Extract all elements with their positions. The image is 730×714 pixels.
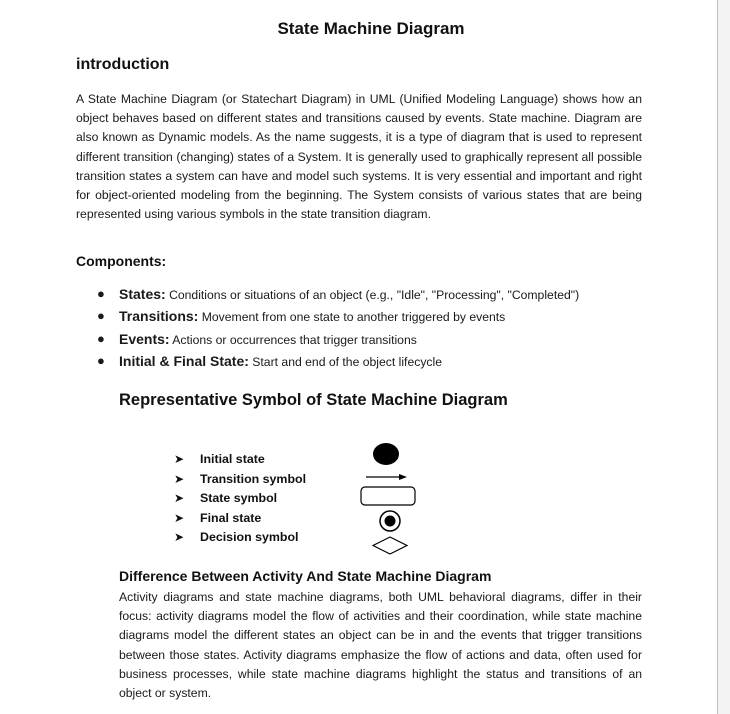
components-list bbox=[94, 284, 579, 373]
symbols-heading: Representative Symbol of State Machine Diagram bbox=[119, 391, 508, 409]
introduction-heading: introduction bbox=[76, 56, 170, 73]
state-symbol-icon bbox=[361, 487, 415, 505]
list-item bbox=[174, 471, 306, 491]
symbols-list bbox=[174, 451, 306, 549]
document-title: State Machine Diagram bbox=[277, 19, 465, 38]
page-margin-strip bbox=[718, 0, 730, 714]
list-item bbox=[174, 510, 306, 530]
difference-paragraph: Activity diagrams and state machine diagrams, both UML behavioral diagrams, differ in their focus: activity diagrams model the flow of activities and their coordination, while state machine diagrams model the different states an object can be in and the events that trigger transitions between those states. Activity diagrams emphasize the flow of actions and data, often used for business processes, while state machine diagrams highlight the status and transitions of an object or system. bbox=[119, 590, 642, 701]
introduction-paragraph: A State Machine Diagram (or Statechart Diagram) in UML (Unified Modeling Language) shows how an object behaves based on different states and transitions caused by events. State machine. Diagram are also known as Dynamic models. As the name suggests, it is a type of diagram that is used to represent different transition (changing) states of a System. It is generally used to graphically represent all possible transition states a system can have and model such systems. It is very essential and important and right for object-oriented modeling from the beginning. The System consists of various states that are being represented using various symbols in the state transition diagram. bbox=[76, 92, 642, 222]
symbol-label: Decision symbol bbox=[200, 530, 299, 545]
difference-heading: Difference Between Activity And State Machine Diagram bbox=[119, 568, 492, 584]
component-term: Transitions: bbox=[119, 308, 199, 325]
bullet-icon: ● bbox=[97, 352, 105, 368]
arrowhead-bullet-icon: ➤ bbox=[174, 452, 185, 466]
arrowhead-bullet-icon: ➤ bbox=[174, 491, 185, 506]
component-description: Conditions or situations of an object (e.g., "Idle", "Processing", "Completed") bbox=[165, 288, 580, 302]
symbol-label: Initial state bbox=[200, 452, 265, 466]
symbols-figure bbox=[355, 440, 425, 558]
list-item bbox=[174, 451, 306, 471]
component-term: States: bbox=[119, 286, 166, 302]
bullet-icon: ● bbox=[97, 330, 105, 346]
arrowhead-bullet-icon: ➤ bbox=[174, 530, 185, 545]
list-item bbox=[94, 351, 579, 373]
symbol-label: Transition symbol bbox=[200, 471, 307, 486]
component-term: Initial & Final State: bbox=[119, 352, 249, 369]
initial-state-icon bbox=[373, 443, 399, 465]
arrowhead-bullet-icon: ➤ bbox=[174, 510, 185, 525]
symbol-label: Final state bbox=[200, 510, 262, 525]
list-item bbox=[94, 329, 579, 351]
bullet-icon: ● bbox=[97, 286, 105, 301]
component-description: Start and end of the object lifecycle bbox=[248, 354, 442, 369]
list-item bbox=[94, 306, 579, 328]
list-item bbox=[94, 284, 579, 306]
symbol-label: State symbol bbox=[200, 491, 278, 506]
component-description: Actions or occurrences that trigger transitions bbox=[169, 332, 417, 347]
arrowhead-bullet-icon: ➤ bbox=[174, 471, 185, 486]
transition-arrow-icon bbox=[366, 474, 407, 480]
list-item bbox=[174, 529, 306, 549]
component-description: Movement from one state to another triggered by events bbox=[198, 310, 506, 325]
list-item bbox=[174, 490, 306, 510]
components-heading: Components: bbox=[76, 253, 167, 269]
bullet-icon: ● bbox=[97, 308, 105, 324]
component-term: Events: bbox=[119, 330, 170, 347]
decision-symbol-icon bbox=[373, 537, 407, 554]
final-state-icon bbox=[380, 511, 400, 531]
